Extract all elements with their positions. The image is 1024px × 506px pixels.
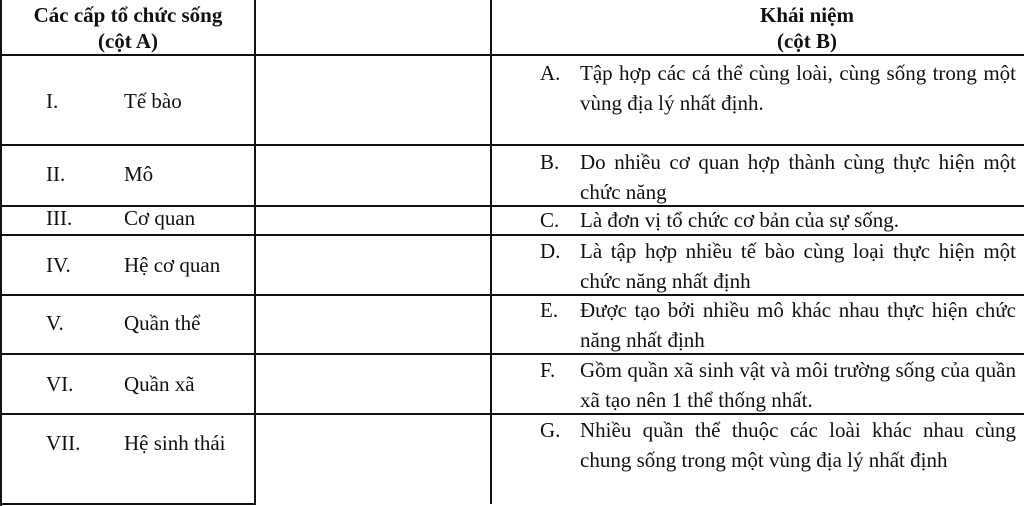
level-name: Hệ cơ quan — [124, 253, 221, 277]
concept-text: Nhiều quần thể thuộc các loài khác nhau cùng chung sống trong một vùng địa lý nhất định — [580, 418, 1016, 472]
column-divider-a — [254, 0, 256, 504]
concept-letter: F. — [540, 358, 556, 382]
level-number: VII. — [46, 431, 81, 455]
concept-text: Tập hợp các cá thể cùng loài, cùng sống trong một vùng địa lý nhất định. — [580, 61, 1016, 115]
concept-letter: G. — [540, 418, 561, 442]
level-name: Tế bào — [124, 89, 182, 113]
concept-text: Do nhiều cơ quan hợp thành cùng thực hiện một chức năng — [580, 150, 1016, 204]
level-name: Quần xã — [124, 372, 195, 396]
concept-letter: A. — [540, 61, 561, 85]
concept-letter: E. — [540, 298, 559, 322]
concept-text: Là đơn vị tổ chức cơ bản của sự sống. — [580, 208, 900, 232]
level-name: Mô — [124, 162, 154, 186]
concept-text: Được tạo bởi nhiều mô khác nhau thực hiện chức năng nhất định — [580, 298, 1016, 352]
column-a-subtitle: (cột A) — [97, 29, 159, 53]
concept-letter: D. — [540, 239, 561, 263]
column-a-header — [2, 2, 254, 54]
level-name: Cơ quan — [124, 206, 196, 230]
concept-text: Là tập hợp nhiều tế bào cùng loại thực hiện một chức năng nhất định — [580, 239, 1016, 293]
table-bottom-border — [0, 503, 256, 505]
column-a-title: Các cấp tổ chức sống — [33, 3, 223, 27]
concept-text: Gồm quần xã sinh vật và môi trường sống của quần xã tạo nên 1 thể thống nhất. — [580, 358, 1016, 412]
level-number: VI. — [46, 372, 74, 396]
level-number: I. — [46, 89, 59, 113]
table-border-left — [0, 0, 2, 506]
header-separator — [0, 54, 1024, 56]
column-divider-b — [490, 0, 492, 504]
column-b-title: Khái niệm — [760, 3, 854, 27]
level-name: Quần thể — [124, 311, 201, 335]
concept-letter: C. — [540, 208, 560, 232]
level-number: V. — [46, 311, 64, 335]
column-b-subtitle: (cột B) — [776, 29, 838, 53]
row-separator — [0, 144, 1024, 146]
level-number: II. — [46, 162, 66, 186]
level-number: III. — [46, 206, 73, 230]
level-number: IV. — [46, 253, 71, 277]
column-b-header — [492, 2, 1024, 54]
level-name: Hệ sinh thái — [124, 431, 226, 455]
concept-letter: B. — [540, 150, 560, 174]
